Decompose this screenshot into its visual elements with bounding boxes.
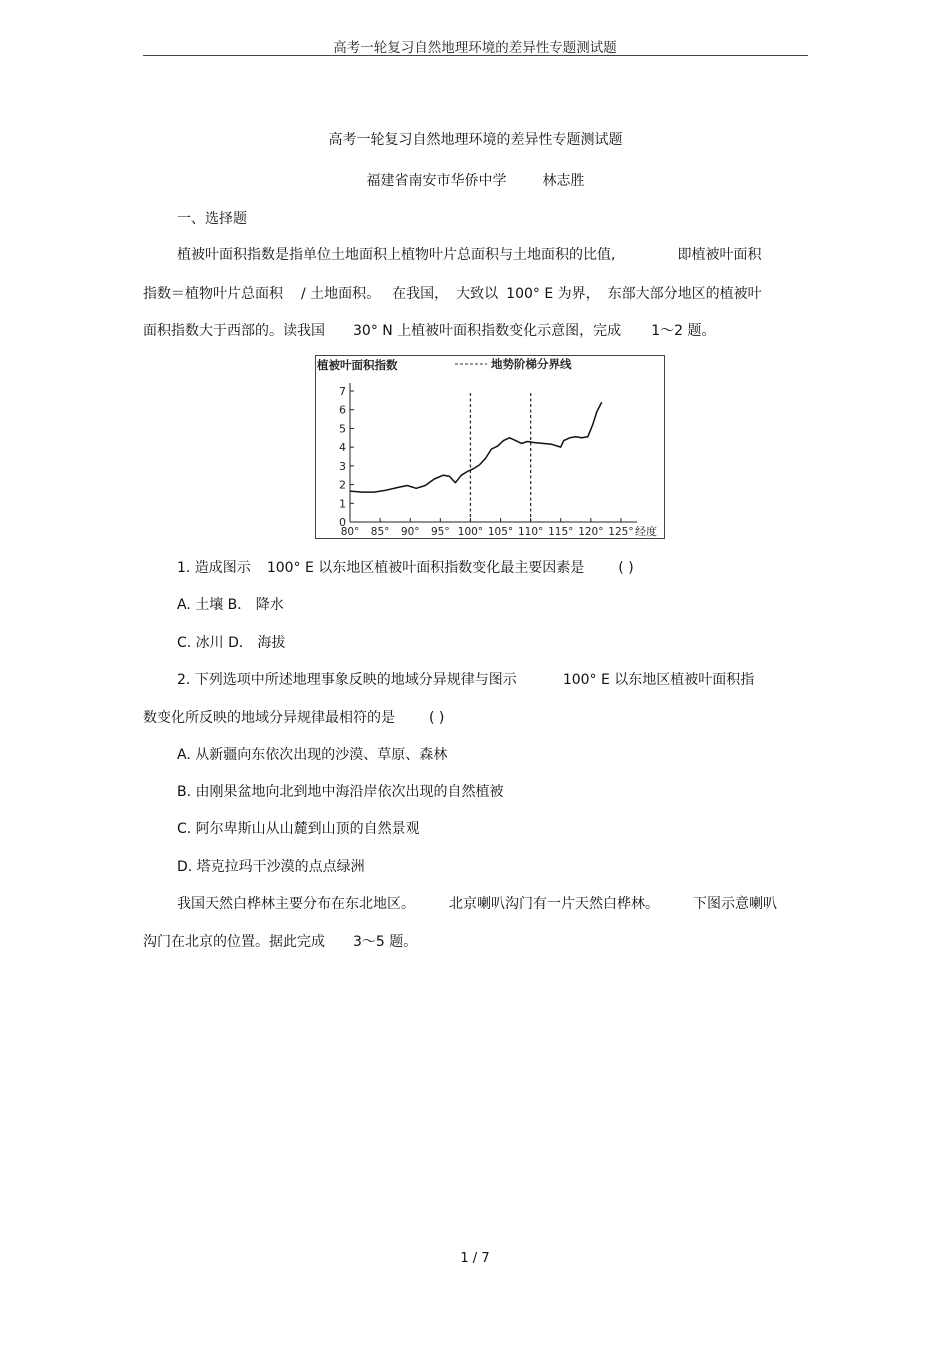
intro-line-1 — [177, 244, 761, 264]
intro-text: 在我国， — [392, 286, 449, 302]
q2-option-a: A. 从新疆向东依次出现的沙漠、草原、森林 — [177, 747, 448, 763]
q2-stem-1 — [177, 669, 754, 689]
q2-option-c: C. 阿尔卑斯山从山麓到山顶的自然景观 — [177, 821, 420, 837]
page-number: 1 / 7 — [460, 1251, 490, 1266]
intro-text: / 土地面积。 — [301, 286, 381, 302]
chart-frame — [316, 356, 665, 539]
y-tick-label: 3 — [339, 459, 346, 473]
x-tick-label: 85° — [370, 526, 390, 538]
chart-xlabel: 经度 — [635, 525, 657, 538]
q2-text: 2. 下列选项中所述地理事象反映的地域分异规律与图示 — [177, 672, 517, 688]
header-rule — [143, 55, 808, 56]
q2-text: 数变化所反映的地域分异规律最相符的是 — [143, 710, 395, 726]
q2-option-d: D. 塔克拉玛干沙漠的点点绿洲 — [177, 859, 365, 875]
x-tick-label: 90° — [400, 526, 420, 538]
q1-options-ab: A. 土壤 B． 降水 — [177, 597, 284, 613]
x-tick-label: 125° — [608, 526, 634, 538]
q1-stem — [177, 557, 634, 577]
y-tick-label: 4 — [339, 441, 346, 455]
x-tick-label: 80° — [340, 526, 360, 538]
intro-text: 100° E 为界， — [506, 286, 600, 302]
intro-text: 指数＝植物叶片总面积 — [143, 286, 283, 302]
x-tick-label: 115° — [548, 526, 574, 538]
intro2-text: 3～5 题。 — [353, 934, 418, 950]
legend-label: 地势阶梯分界线 — [491, 357, 572, 371]
intro-text: 1～2 题。 — [651, 323, 716, 339]
q1-options-cd: C. 冰川 D． 海拔 — [177, 635, 286, 651]
intro-text: 东部大部分地区的植被叶 — [607, 286, 762, 302]
intro-line-2 — [143, 283, 762, 303]
intro2-text: 下图示意喇叭 — [693, 896, 777, 912]
lai-chart — [315, 355, 665, 540]
intro-text: 30° N 上植被叶面积指数变化示意图，完成 — [353, 323, 622, 339]
x-tick-label: 105° — [487, 526, 514, 538]
y-tick-label: 6 — [339, 403, 346, 417]
x-tick-label: 110° — [517, 526, 544, 538]
intro2-line-2 — [143, 931, 417, 951]
intro2-text: 北京喇叭沟门有一片天然白桦林。 — [449, 896, 659, 912]
answer-blank: ( ) — [429, 710, 445, 726]
paper-title: 高考一轮复习自然地理环境的差异性专题测试题 — [328, 132, 623, 148]
running-header: 高考一轮复习自然地理环境的差异性专题测试题 — [333, 40, 617, 56]
q1-text: 1. 造成图示 — [177, 560, 251, 576]
intro-line-3 — [143, 320, 715, 340]
author-name: 林志胜 — [542, 173, 585, 189]
x-tick-label: 120° — [578, 526, 604, 538]
y-tick-label: 0 — [339, 516, 346, 529]
chart-ylabel: 植被叶面积指数 — [317, 358, 398, 372]
y-tick-label: 2 — [339, 478, 346, 492]
q2-option-b: B. 由刚果盆地向北到地中海沿岸依次出现的自然植被 — [177, 784, 504, 800]
author-line — [143, 170, 808, 190]
intro-text: 面积指数大于西部的。读我国 — [143, 323, 325, 339]
q2-stem-2 — [143, 707, 444, 727]
author-school: 福建省南安市华侨中学 — [366, 173, 507, 189]
intro-text: 植被叶面积指数是指单位土地面积上植物叶片总面积与土地面积的比值, — [177, 247, 616, 263]
x-tick-label: 95° — [431, 526, 450, 538]
section-heading: 一、选择题 — [177, 211, 247, 227]
x-tick-label: 100° — [457, 526, 484, 538]
intro2-text: 沟门在北京的位置。据此完成 — [143, 934, 325, 950]
q1-text: 100° E 以东地区植被叶面积指数变化最主要因素是 — [266, 560, 585, 576]
q2-text: 100° E 以东地区植被叶面积指 — [562, 672, 755, 688]
intro-text: 大致以 — [456, 286, 499, 302]
answer-blank: ( ) — [618, 560, 634, 576]
y-tick-label: 5 — [339, 422, 346, 436]
intro2-line-1 — [177, 893, 777, 913]
y-tick-label: 1 — [339, 497, 346, 511]
intro2-text: 我国天然白桦林主要分布在东北地区。 — [177, 896, 415, 912]
y-tick-label: 7 — [339, 385, 346, 398]
intro-text: 即植被叶面积 — [677, 247, 762, 263]
